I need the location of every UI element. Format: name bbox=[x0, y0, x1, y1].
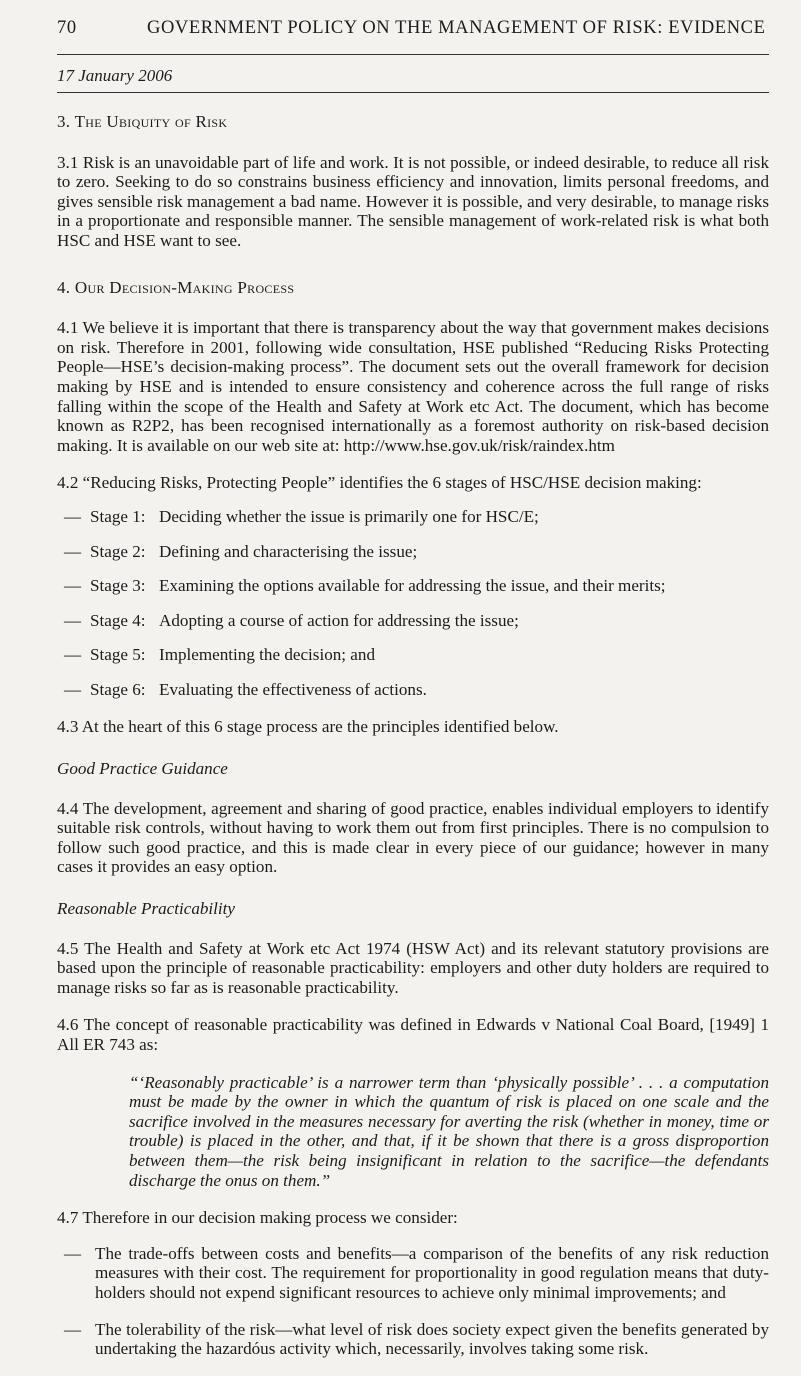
stage-label: Stage 5: bbox=[90, 645, 146, 665]
stage-text: Implementing the decision; and bbox=[159, 645, 375, 665]
list-item: — The tolerability of the risk—what level of risk does society expect given the benefits generated by undertaking the hazardóus activity which, necessarily, involves taking some risk. bbox=[64, 1319, 769, 1359]
paragraph-4-1: 4.1 We believe it is important that there is transparency about the way that government makes decisions on risk. Therefore in 2001, following wide consultation, HSE published “Reducing Risks Protecting People—HSE’s decision-making process”. The document sets out the overall framework for decision making by HSE and is intended to ensure consistency and coherence across the full range of risks falling within the scope of the Health and Safety at Work etc Act. The document, which has become known as R2P2, has been recognised internationally as a foremost authority on risk-based decision making. It is available on our web site at: http://www.hse.gov.uk/risk/raindex.htm bbox=[57, 318, 769, 455]
stage-item: — Stage 6: Evaluating the effectiveness of actions. bbox=[57, 680, 769, 700]
page-number: 70 bbox=[57, 18, 77, 38]
paragraph-4-7: 4.7 Therefore in our decision making process we consider: bbox=[57, 1208, 458, 1228]
subheading-reasonable-practicability: Reasonable Practicability bbox=[57, 899, 236, 919]
list-item: — The trade-offs between costs and benefits—a comparison of the benefits of any risk reduction measures with their cost. The requirement for proportionality in good regulation means that duty-holders should not expend significant resources to achieve only minimal improvements; and bbox=[64, 1243, 769, 1302]
consideration-list bbox=[57, 1244, 769, 1359]
stage-item: — Stage 2: Defining and characterising the issue; bbox=[57, 542, 769, 562]
stage-item: — Stage 1: Deciding whether the issue is primarily one for HSC/E; bbox=[57, 507, 769, 527]
case-quotation: “‘Reasonably practicable’ is a narrower term than ‘physically possible’ . . . a computation must be made by the owner in which the quantum of risk is placed on one scale and the sacrifice involved in the measures necessary for averting the risk (whether in money, time or trouble) is placed in the other, and that, if it be shown that there is a gross disproportion between them—the risk being insignificant in relation to the sacrifice—the defendants discharge the onus on them.” bbox=[129, 1072, 769, 1190]
section-heading-4: 4. Our Decision-Making Process bbox=[57, 277, 295, 297]
stage-list bbox=[57, 507, 769, 700]
stage-text: Examining the options available for addressing the issue, and their merits; bbox=[159, 576, 666, 596]
evidence-date: 17 January 2006 bbox=[57, 66, 173, 85]
body-text bbox=[57, 112, 769, 1376]
paragraph-4-4: 4.4 The development, agreement and sharing of good practice, enables individual employers to identify suitable risk controls, without having to work them out from first principles. There is no compulsion to follow such good practice, and this is made clear in every piece of our guidance; however in many cases it provides an easy option. bbox=[57, 798, 769, 877]
paragraph-4-2: 4.2 “Reducing Risks, Protecting People” identifies the 6 stages of HSC/HSE decision making: bbox=[57, 473, 702, 493]
stage-text: Deciding whether the issue is primarily one for HSC/E; bbox=[159, 506, 539, 526]
stage-text: Evaluating the effectiveness of actions. bbox=[159, 679, 427, 699]
section-heading-3: 3. The Ubiquity of Risk bbox=[57, 112, 228, 131]
subheading-good-practice: Good Practice Guidance bbox=[57, 759, 228, 779]
paragraph-4-6: 4.6 The concept of reasonable practicability was defined in Edwards v National Coal Board, [1949] 1 All ER 743 as: bbox=[57, 1015, 769, 1054]
stage-label: Stage 2: bbox=[90, 541, 146, 561]
stage-item: — Stage 4: Adopting a course of action for addressing the issue; bbox=[57, 611, 769, 631]
paragraph-3-1: 3.1 Risk is an unavoidable part of life and work. It is not possible, or indeed desirable, to reduce all risk to zero. Seeking to do so constrains business efficiency and innovation, limits personal freedoms, and gives sensible risk management a bad name. However it is possible, and very desirable, to manage risks in a proportionate and responsible manner. The sensible management of work-related risk is what both HSC and HSE want to see. bbox=[57, 152, 769, 250]
paragraph-4-5: 4.5 The Health and Safety at Work etc Act 1974 (HSW Act) and its relevant statutory provisions are based upon the principle of reasonable practicability: employers and other duty holders are required to manage risks so far as is reasonable practicability. bbox=[57, 938, 769, 997]
stage-label: Stage 1: bbox=[90, 506, 146, 526]
running-header bbox=[57, 18, 771, 39]
stage-text: Defining and characterising the issue; bbox=[159, 541, 418, 561]
header-rule-top bbox=[57, 54, 769, 55]
stage-item: — Stage 5: Implementing the decision; and bbox=[57, 645, 769, 665]
stage-label: Stage 3: bbox=[90, 576, 146, 596]
stage-item: — Stage 3: Examining the options available for addressing the issue, and their merits; bbox=[57, 576, 769, 596]
list-item-text: The tolerability of the risk—what level of risk does society expect given the benefits generated by undertaking the hazardóus activity which, necessarily, involves taking some risk. bbox=[95, 1319, 769, 1359]
stage-label: Stage 6: bbox=[90, 679, 146, 699]
stage-label: Stage 4: bbox=[90, 610, 146, 630]
paragraph-4-3: 4.3 At the heart of this 6 stage process are the principles identified below. bbox=[57, 717, 559, 737]
list-item-text: The trade-offs between costs and benefits—a comparison of the benefits of any risk reduction measures with their cost. The requirement for proportionality in good regulation means that duty-holders should not expend significant resources to achieve only minimal improvements; and bbox=[95, 1243, 769, 1302]
stage-text: Adopting a course of action for addressing the issue; bbox=[159, 610, 519, 630]
running-title: GOVERNMENT POLICY ON THE MANAGEMENT OF RISK: EVIDENCE bbox=[147, 18, 766, 38]
header-rule-bottom bbox=[57, 92, 769, 93]
